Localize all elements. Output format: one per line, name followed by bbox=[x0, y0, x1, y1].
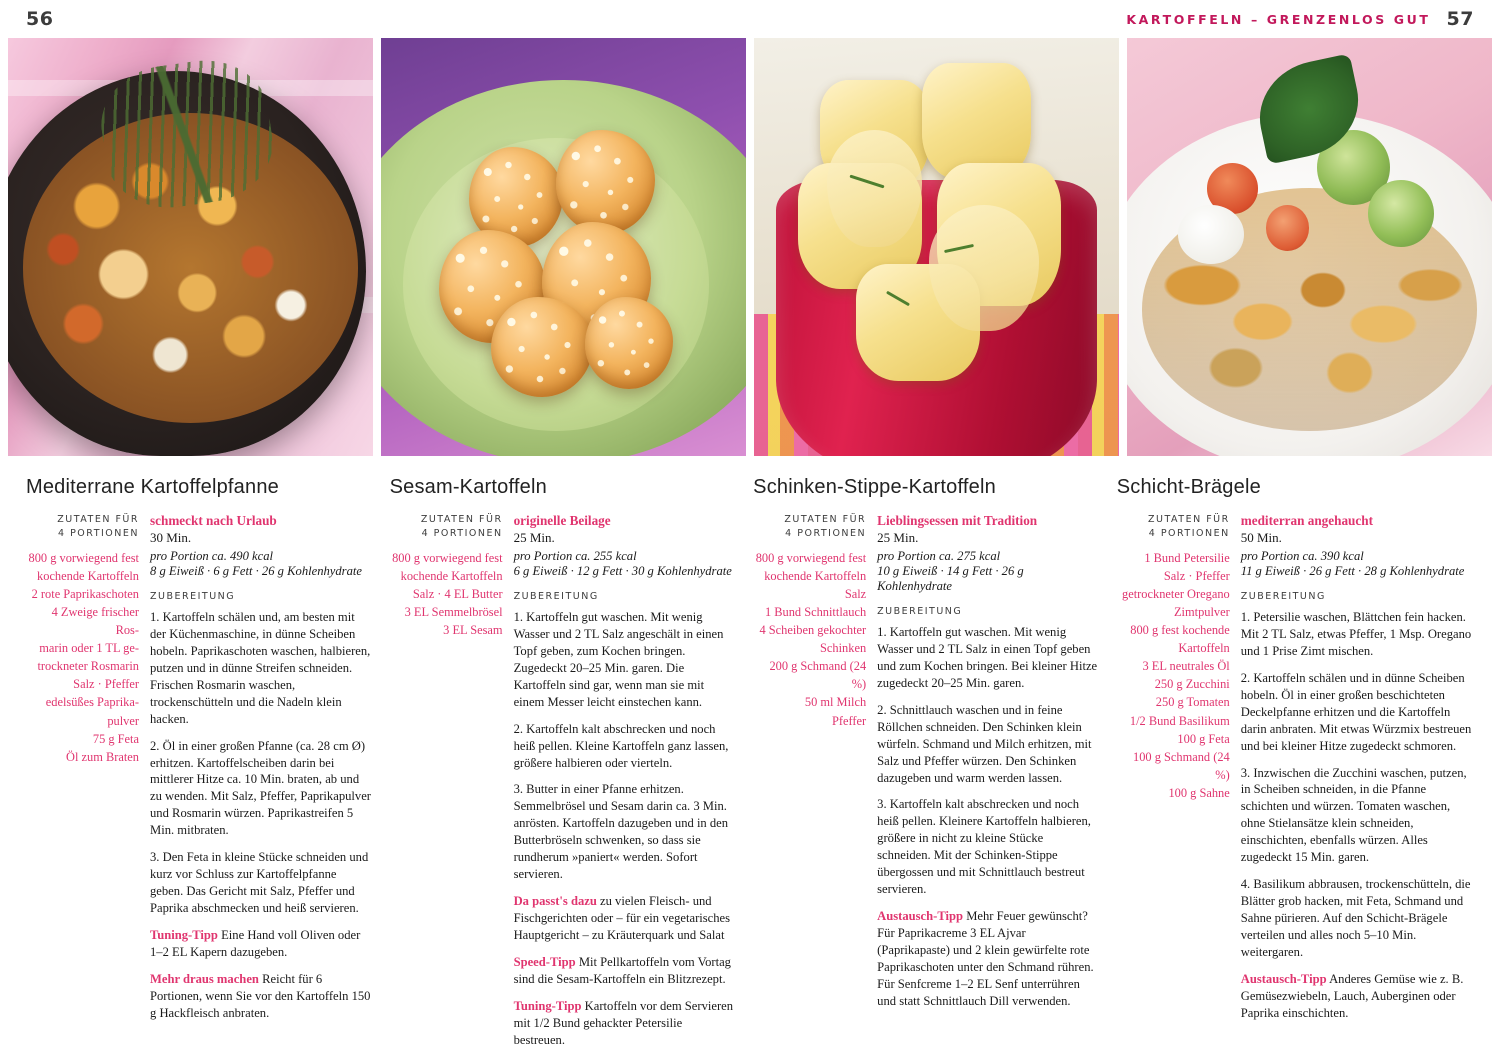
ingredient-item: 3 EL neutrales Öl bbox=[1142, 659, 1230, 674]
running-head bbox=[1126, 8, 1474, 30]
recipe-title: Schicht-Brägele bbox=[1116, 476, 1261, 498]
recipe-column-3 bbox=[753, 476, 1117, 1059]
recipe-nutrition-2: 8 g Eiweiß · 6 g Fett · 26 g Kohlenhydrate bbox=[150, 564, 362, 578]
ingredient-item: Öl zum Braten bbox=[66, 749, 139, 764]
recipe-column-1 bbox=[26, 476, 390, 1059]
recipe-columns bbox=[0, 456, 1500, 1059]
tip-label: Tuning-Tipp bbox=[513, 998, 582, 1013]
ingredient-item: 800 g vorwiegend fest bbox=[28, 550, 139, 565]
tip-text: Anderes Gemüse wie z. B. Gemüsezwiebeln, Lauch, Auberginen oder Paprika einschichten. bbox=[1240, 971, 1464, 1020]
recipe-time: 25 Min. bbox=[877, 530, 919, 545]
recipe-nutrition-2: 10 g Eiweiß · 14 g Fett · 26 g Kohlenhydrate bbox=[877, 564, 1024, 593]
preparation-step: 1. Kartoffeln schälen und, am besten mit der Küchenmaschine, in dünne Scheiben hobeln. Paprikaschoten waschen, halbieren, putzen und in dünne Streifen schneiden. Frischen Rosmarin waschen, trockenschütteln und die Nadeln klein hacken. bbox=[150, 610, 371, 726]
ingredient-item: 800 g vorwiegend fest bbox=[755, 550, 867, 565]
recipe-nutrition-1: pro Portion ca. 275 kcal bbox=[877, 549, 1001, 563]
recipe-tip bbox=[877, 908, 1099, 1010]
preparation-step: 1. Kartoffeln gut waschen. Mit wenig Wasser und 2 TL Salz in einen Topf geben und zum Kochen bringen. Bei kleiner Hitze zugedeckt 20–25 Min. garen. bbox=[877, 625, 1098, 690]
recipe-tip bbox=[514, 998, 736, 1049]
preparation-step: 2. Kartoffeln schälen und in dünne Scheiben hobeln. Öl in einer großen beschichteten Deckelpfanne erhitzen und die Kartoffeln darin anbraten. Mit etwas Würzmix bestreuen und bei kleiner Hitze zugedeckt schmoren. bbox=[1240, 670, 1472, 753]
ingredients-heading-line1: ZUTATEN FÜR bbox=[420, 514, 503, 525]
recipe-subtitle: schmeckt nach Urlaub bbox=[150, 513, 277, 528]
feta-cream bbox=[1178, 205, 1244, 264]
ingredient-item: Schinken bbox=[820, 641, 867, 656]
recipe-nutrition-2: 11 g Eiweiß · 26 g Fett · 28 g Kohlenhydrate bbox=[1240, 564, 1465, 578]
folio-left: 56 bbox=[26, 8, 54, 30]
photo-band bbox=[0, 38, 1500, 456]
ingredients-block bbox=[390, 513, 514, 1059]
recipe-column-4 bbox=[1117, 476, 1474, 1059]
ingredients-heading bbox=[26, 513, 139, 541]
tip-text: Mehr Feuer gewünscht? Für Paprikacreme 3 EL Ajvar (Paprikapaste) und 2 klein gewürfelte rote Paprikaschoten unter den Schmand rühren. Für Senfcreme 1–2 EL Senf unterrühren und statt Schnittlauch Dill verwenden. bbox=[877, 909, 1094, 1008]
tip-text: Mit Pellkartoffeln vom Vortag sind die Sesam-Kartoffeln ein Blitzrezept. bbox=[513, 954, 731, 986]
tip-label: Mehr draus machen bbox=[150, 971, 259, 986]
ingredient-item: Salz bbox=[844, 586, 867, 601]
sesame-potato bbox=[556, 130, 655, 235]
ingredient-item: getrockneter Oregano bbox=[1122, 586, 1230, 601]
recipe-column-2 bbox=[390, 476, 754, 1059]
ingredients-block bbox=[1117, 513, 1241, 1032]
ingredient-item: 100 g Feta bbox=[1177, 731, 1230, 746]
recipe-title: Mediterrane Kartoffelpfanne bbox=[26, 476, 279, 498]
ingredients-heading-line2: 4 PORTIONEN bbox=[58, 527, 139, 539]
ingredient-item: kochende Kartoffeln bbox=[764, 568, 867, 583]
ingredients-list bbox=[26, 549, 139, 766]
preparation-step: 2. Schnittlauch waschen und in feine Röllchen schneiden. Den Schinken klein würfeln. Schmand und Milch erhitzen, mit Salz und Pfeffer würzen. Den Schinken dazugeben und warm werden lassen. bbox=[877, 702, 1092, 785]
ingredient-item: 4 Zweige frischer Ros- bbox=[51, 604, 139, 637]
photo-schicht-braegele bbox=[1127, 38, 1492, 456]
ingredient-item: 3 EL Sesam bbox=[443, 622, 503, 637]
folio-right: 57 bbox=[1446, 8, 1474, 30]
recipe-subtitle: originelle Beilage bbox=[513, 513, 611, 528]
ingredient-item: 250 g Zucchini bbox=[1154, 677, 1230, 692]
instructions-block bbox=[514, 513, 736, 1059]
ingredient-item: 4 Scheiben gekochter bbox=[759, 622, 867, 637]
ingredient-item: 3 EL Semmelbrösel bbox=[404, 604, 503, 619]
ingredient-item: Salz · Pfeffer bbox=[1163, 568, 1230, 583]
recipe-subtitle: mediterran angehaucht bbox=[1240, 513, 1373, 528]
ingredient-item: Salz · Pfeffer bbox=[73, 677, 139, 692]
ingredients-list bbox=[390, 549, 503, 640]
recipe-nutrition-2: 6 g Eiweiß · 12 g Fett · 30 g Kohlenhydrate bbox=[513, 564, 732, 578]
recipe-time: 30 Min. bbox=[150, 530, 192, 545]
tip-label: Speed-Tipp bbox=[513, 954, 576, 969]
ingredients-heading-line2: 4 PORTIONEN bbox=[785, 527, 867, 539]
recipe-tip bbox=[1241, 971, 1474, 1022]
ingredient-item: 1 Bund Petersilie bbox=[1144, 550, 1230, 565]
ingredients-heading bbox=[390, 513, 503, 541]
ingredient-item: Zimtpulver bbox=[1173, 604, 1230, 619]
preparation-step: 3. Butter in einer Pfanne erhitzen. Semmelbrösel und Sesam darin ca. 3 Min. anrösten. Kartoffeln dazugeben und in den Butterbröseln schwenken, so dass sie rundherum »paniert« werden. Sofort servieren. bbox=[513, 782, 729, 882]
recipe-nutrition-1: pro Portion ca. 255 kcal bbox=[513, 549, 637, 563]
sesame-potato bbox=[491, 297, 593, 397]
ingredient-item: 200 g Schmand (24 %) bbox=[769, 659, 867, 692]
ingredient-item: 100 g Sahne bbox=[1168, 785, 1230, 800]
ingredient-item: edelsüßes Paprika- bbox=[45, 695, 139, 710]
recipe-nutrition-1: pro Portion ca. 490 kcal bbox=[150, 549, 274, 563]
ingredients-heading-line1: ZUTATEN FÜR bbox=[1147, 514, 1230, 525]
ingredients-list bbox=[753, 549, 866, 730]
recipe-subtitle: Lieblingsessen mit Tradition bbox=[877, 513, 1038, 528]
tip-text: Reicht für 6 Portionen, wenn Sie vor den Kartoffeln 150 g Hackfleisch anbraten. bbox=[150, 971, 371, 1020]
ingredients-heading-line1: ZUTATEN FÜR bbox=[57, 514, 139, 525]
photo-sesam-kartoffeln bbox=[381, 38, 746, 456]
running-head-row bbox=[0, 0, 1500, 38]
tip-label: Tuning-Tipp bbox=[150, 927, 218, 942]
recipe-time: 50 Min. bbox=[1240, 530, 1282, 545]
preparation-heading: ZUBEREITUNG bbox=[150, 591, 236, 602]
ingredient-item: 100 g Schmand (24 %) bbox=[1133, 749, 1230, 782]
tip-text: Eine Hand voll Oliven oder 1–2 EL Kapern dazugeben. bbox=[150, 927, 361, 959]
tip-label: Austausch-Tipp bbox=[1240, 971, 1327, 986]
recipe-tip bbox=[150, 971, 372, 1022]
preparation-step: 3. Kartoffeln kalt abschrecken und noch heiß pellen. Kleinere Kartoffeln halbieren, größere in nicht zu kleine Stücke schneiden. Mit der Schinken-Stippe übergossen und mit Schnittlauch bestreut servieren. bbox=[877, 797, 1091, 897]
instructions-block bbox=[877, 513, 1099, 1020]
cream-sauce bbox=[929, 205, 1039, 330]
ingredient-item: 50 ml Milch bbox=[804, 695, 867, 710]
preparation-heading: ZUBEREITUNG bbox=[1240, 591, 1326, 602]
preparation-step: 1. Kartoffeln gut waschen. Mit wenig Wasser und 2 TL Salz angeschält in einen Topf geben, zum Kochen bringen. Zugedeckt 20–25 Min. garen. Die Kartoffeln sind gar, wenn man sie mit einem Messer leicht einstechen kann. bbox=[513, 610, 724, 709]
ingredient-item: 2 rote Paprikaschoten bbox=[31, 586, 139, 601]
ingredient-item: kochende Kartoffeln bbox=[400, 568, 503, 583]
ingredient-item: 800 g vorwiegend fest bbox=[392, 550, 503, 565]
recipe-title: Sesam-Kartoffeln bbox=[389, 476, 547, 498]
preparation-step: 1. Petersilie waschen, Blättchen fein hacken. Mit 2 TL Salz, etwas Pfeffer, 1 Msp. Oregano und 1 Prise Zimt mischen. bbox=[1240, 610, 1472, 658]
ingredient-item: kochende Kartoffeln bbox=[37, 568, 139, 583]
instructions-block bbox=[1241, 513, 1474, 1032]
preparation-step: 3. Inzwischen die Zucchini waschen, putzen, in Scheiben schneiden, in die Pfanne schichten und würzen. Tomaten waschen, ohne Stielansätze klein schneiden, einschichten, ebenfalls würzen. Alles zugedeckt 15 Min. garen. bbox=[1240, 765, 1467, 865]
ingredient-item: 1/2 Bund Basilikum bbox=[1129, 713, 1230, 728]
preparation-heading: ZUBEREITUNG bbox=[877, 606, 963, 617]
tip-text: zu vielen Fleisch- und Fischgerichten oder – für ein vegetarisches Hauptgericht – zu Kräuterquark und Salat bbox=[513, 894, 731, 942]
preparation-heading: ZUBEREITUNG bbox=[513, 591, 599, 602]
instructions-block bbox=[150, 513, 372, 1032]
ingredients-heading-line2: 4 PORTIONEN bbox=[421, 527, 503, 539]
recipe-time: 25 Min. bbox=[513, 530, 555, 545]
recipe-title: Schinken-Stippe-Kartoffeln bbox=[753, 476, 996, 498]
ingredient-item: Pfeffer bbox=[831, 713, 867, 728]
ingredient-item: 800 g fest kochende bbox=[1130, 622, 1230, 637]
tip-label: Austausch-Tipp bbox=[877, 909, 964, 924]
recipe-tip bbox=[150, 927, 372, 961]
ingredient-item: 75 g Feta bbox=[92, 731, 139, 746]
ingredient-item: Salz · 4 EL Butter bbox=[412, 586, 503, 601]
photo-schinken-stippe-kartoffeln bbox=[754, 38, 1119, 456]
running-head-title: KARTOFFELN – GRENZENLOS GUT bbox=[1126, 11, 1431, 27]
zucchini-slice bbox=[1368, 180, 1434, 247]
recipe-tip bbox=[514, 893, 736, 944]
recipe-nutrition-1: pro Portion ca. 390 kcal bbox=[1240, 549, 1364, 563]
ingredients-heading bbox=[753, 513, 866, 541]
preparation-step: 2. Kartoffeln kalt abschrecken und noch heiß pellen. Kleine Kartoffeln ganz lassen, größere halbieren oder vierteln. bbox=[513, 721, 729, 770]
ingredients-block bbox=[753, 513, 877, 1020]
ingredient-item: 250 g Tomaten bbox=[1155, 695, 1230, 710]
ingredients-heading-line2: 4 PORTIONEN bbox=[1148, 527, 1230, 539]
sesame-potato bbox=[585, 297, 673, 389]
cream-sauce bbox=[827, 130, 922, 247]
tip-label: Da passt's dazu bbox=[513, 894, 597, 909]
ingredients-heading bbox=[1117, 513, 1230, 541]
ingredients-block bbox=[26, 513, 150, 1032]
ingredient-item: trockneter Rosmarin bbox=[37, 659, 139, 674]
tip-text: Kartoffeln vor dem Servieren mit 1/2 Bund gehackter Petersilie bestreuen. bbox=[513, 998, 734, 1047]
ingredient-item: 1 Bund Schnittlauch bbox=[764, 604, 867, 619]
recipe-tip bbox=[514, 954, 736, 988]
preparation-step: 2. Öl in einer großen Pfanne (ca. 28 cm Ø) erhitzen. Kartoffelscheiben darin bei mittlerer Hitze ca. 10 Min. braten, ab und zu wenden. Mit Salz, Pfeffer, Paprikapulver und Rosmarin würzen. Paprikastreifen 5 Min. mitbraten. bbox=[150, 738, 371, 838]
preparation-step: 4. Basilikum abbrausen, trockenschütteln, die Blätter grob hacken, mit Feta, Schmand und Sahne pürieren. Auf den Schicht-Brägele verteilen und alles noch 5–10 Min. weitergaren. bbox=[1240, 877, 1471, 959]
ingredient-item: marin oder 1 TL ge- bbox=[39, 641, 139, 656]
ingredient-item: pulver bbox=[107, 713, 139, 728]
photo-mediterrane-kartoffelpfanne bbox=[8, 38, 373, 456]
ingredient-item: Kartoffeln bbox=[1178, 641, 1230, 656]
ingredients-heading-line1: ZUTATEN FÜR bbox=[784, 514, 867, 525]
ingredients-list bbox=[1117, 549, 1230, 803]
preparation-step: 3. Den Feta in kleine Stücke schneiden und kurz vor Schluss zur Kartoffelpfanne geben. Das Gericht mit Salz, Pfeffer und Paprika abschmecken und heiß servieren. bbox=[150, 850, 369, 915]
